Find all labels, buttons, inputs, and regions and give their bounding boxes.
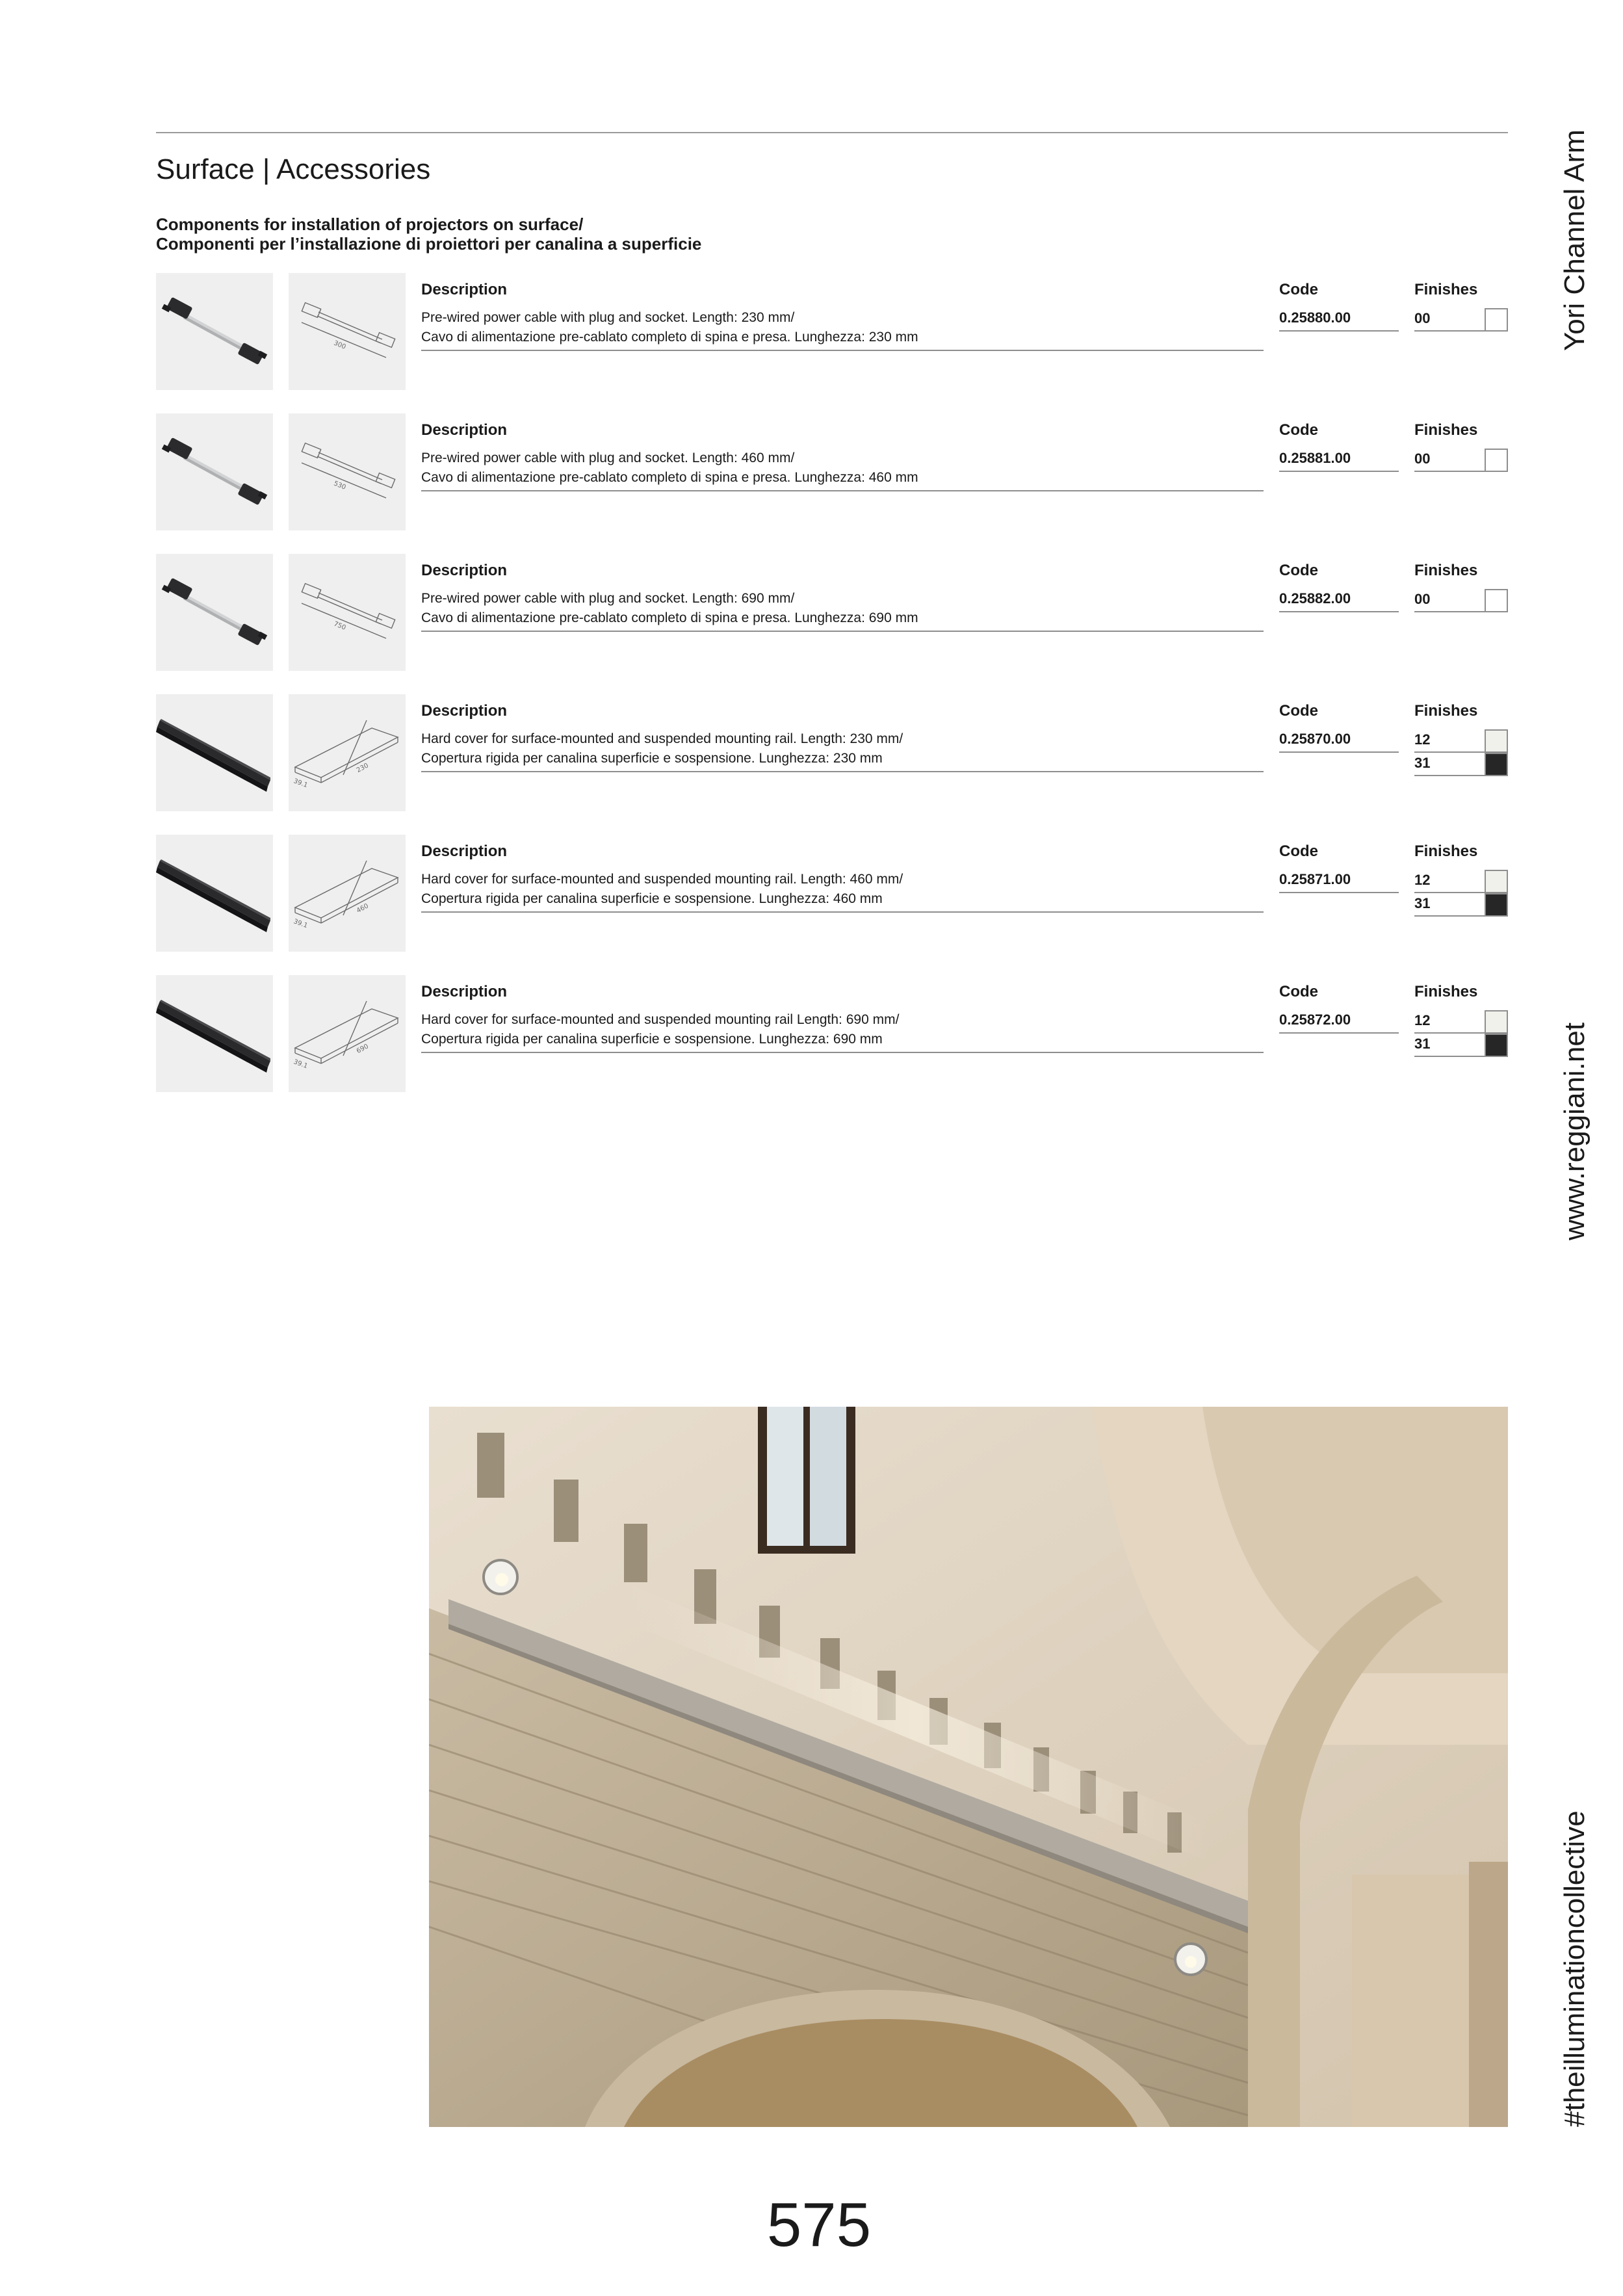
- technical-drawing-cable: [289, 273, 406, 390]
- finish-swatch: [1485, 729, 1508, 753]
- drawing-length-label: 690: [355, 1043, 370, 1055]
- section-title: Surface | Accessories: [156, 153, 431, 185]
- description-heading: Description: [421, 842, 508, 860]
- finish-code: 31: [1414, 895, 1431, 911]
- finishes-heading: Finishes: [1414, 421, 1478, 439]
- description-english: Pre-wired power cable with plug and socket. Length: 690 mm/: [421, 591, 795, 606]
- product-photo-cable: [156, 273, 273, 390]
- product-photo-cover: [156, 975, 273, 1092]
- finish-code: 31: [1414, 1036, 1431, 1052]
- description-heading: Description: [421, 281, 508, 298]
- finish-swatch: [1485, 308, 1508, 332]
- code-heading: Code: [1279, 842, 1318, 860]
- section-subtitle: [156, 215, 701, 254]
- finish-code: 00: [1414, 591, 1431, 607]
- code-column: [1279, 562, 1399, 612]
- finish-swatch: [1485, 893, 1508, 917]
- finishes-heading: Finishes: [1414, 562, 1478, 579]
- description-column: [421, 702, 1264, 772]
- product-code: 0.25870.00: [1279, 729, 1399, 753]
- subtitle-english: Components for installation of projectors on surface/: [156, 215, 584, 234]
- code-heading: Code: [1279, 702, 1318, 720]
- description-italian: Cavo di alimentazione pre-cablato completo di spina e presa. Lunghezza: 460 mm: [421, 470, 918, 485]
- description-column: [421, 562, 1264, 632]
- description-column: [421, 281, 1264, 351]
- finishes-heading: Finishes: [1414, 842, 1478, 860]
- technical-drawing-cover: [289, 835, 406, 952]
- drawing-length-label: 230: [355, 762, 370, 774]
- finish-option: [1414, 589, 1508, 612]
- technical-drawing-cover: [289, 694, 406, 811]
- installation-photo: [429, 1407, 1508, 2127]
- finish-option: [1414, 870, 1508, 893]
- product-code: 0.25882.00: [1279, 589, 1399, 612]
- finish-swatch: [1485, 870, 1508, 893]
- technical-drawing-cable: [289, 413, 406, 530]
- page-number: 575: [766, 2190, 872, 2260]
- finish-code: 12: [1414, 731, 1431, 748]
- code-column: [1279, 983, 1399, 1034]
- finish-code: 00: [1414, 450, 1431, 467]
- code-heading: Code: [1279, 281, 1318, 298]
- finishes-column: [1414, 702, 1508, 776]
- description-column: [421, 983, 1264, 1053]
- product-row: [156, 694, 1508, 811]
- finishes-column: [1414, 281, 1508, 332]
- finish-option: [1414, 893, 1508, 917]
- subtitle-italian: Componenti per l’installazione di proiettori per canalina a superficie: [156, 234, 702, 254]
- sidebar-hashtag: #theilluminationcollective: [1559, 1810, 1591, 2127]
- drawing-width-label: 39.1: [292, 918, 309, 930]
- drawing-width-label: 39.1: [292, 1058, 309, 1071]
- finish-swatch: [1485, 449, 1508, 472]
- finish-code: 00: [1414, 310, 1431, 326]
- product-row: [156, 554, 1508, 671]
- product-photo-cable: [156, 413, 273, 530]
- description-english: Pre-wired power cable with plug and socket. Length: 460 mm/: [421, 450, 795, 465]
- description-heading: Description: [421, 702, 508, 720]
- drawing-length-label: 460: [355, 902, 370, 915]
- description-italian: Copertura rigida per canalina superficie e sospensione. Lunghezza: 460 mm: [421, 891, 883, 906]
- finish-swatch: [1485, 753, 1508, 776]
- description-italian: Copertura rigida per canalina superficie e sospensione. Lunghezza: 230 mm: [421, 751, 883, 766]
- description-english: Pre-wired power cable with plug and socket. Length: 230 mm/: [421, 310, 795, 325]
- finish-option: [1414, 1034, 1508, 1057]
- finish-code: 12: [1414, 1012, 1431, 1028]
- description-column: [421, 842, 1264, 913]
- description-heading: Description: [421, 562, 508, 579]
- finish-code: 12: [1414, 872, 1431, 888]
- description-italian: Copertura rigida per canalina superficie e sospensione. Lunghezza: 690 mm: [421, 1032, 883, 1047]
- product-photo-cover: [156, 694, 273, 811]
- description-heading: Description: [421, 421, 508, 439]
- drawing-dimension-label: 530: [332, 480, 347, 491]
- description-english: Hard cover for surface-mounted and suspended mounting rail. Length: 230 mm/: [421, 731, 903, 746]
- code-column: [1279, 281, 1399, 332]
- drawing-dimension-label: 750: [332, 620, 347, 632]
- finishes-heading: Finishes: [1414, 702, 1478, 720]
- finish-swatch: [1485, 1010, 1508, 1034]
- finish-option: [1414, 729, 1508, 753]
- finish-swatch: [1485, 1034, 1508, 1057]
- code-heading: Code: [1279, 421, 1318, 439]
- drawing-width-label: 39.1: [292, 777, 309, 790]
- product-row: [156, 413, 1508, 530]
- finishes-column: [1414, 842, 1508, 917]
- finishes-heading: Finishes: [1414, 281, 1478, 298]
- product-code: 0.25872.00: [1279, 1010, 1399, 1034]
- finishes-heading: Finishes: [1414, 983, 1478, 1000]
- finish-code: 31: [1414, 755, 1431, 771]
- finishes-column: [1414, 983, 1508, 1057]
- finishes-column: [1414, 562, 1508, 612]
- description-column: [421, 421, 1264, 491]
- sidebar-product-name: Yori Channel Arm: [1559, 129, 1591, 351]
- code-column: [1279, 421, 1399, 472]
- code-column: [1279, 702, 1399, 753]
- finish-option: [1414, 753, 1508, 776]
- sidebar-website: www.reggiani.net: [1559, 1022, 1591, 1240]
- product-code: 0.25881.00: [1279, 449, 1399, 472]
- product-row: [156, 835, 1508, 952]
- code-heading: Code: [1279, 983, 1318, 1000]
- product-code: 0.25880.00: [1279, 308, 1399, 332]
- code-column: [1279, 842, 1399, 893]
- technical-drawing-cover: [289, 975, 406, 1092]
- description-heading: Description: [421, 983, 508, 1000]
- finish-option: [1414, 1010, 1508, 1034]
- description-english: Hard cover for surface-mounted and suspended mounting rail. Length: 460 mm/: [421, 872, 903, 887]
- description-italian: Cavo di alimentazione pre-cablato completo di spina e presa. Lunghezza: 690 mm: [421, 610, 918, 625]
- drawing-dimension-label: 300: [332, 339, 347, 351]
- finish-option: [1414, 449, 1508, 472]
- top-rule: [156, 132, 1508, 133]
- product-row: [156, 975, 1508, 1092]
- finishes-column: [1414, 421, 1508, 472]
- product-row: [156, 273, 1508, 390]
- finish-swatch: [1485, 589, 1508, 612]
- product-code: 0.25871.00: [1279, 870, 1399, 893]
- finish-option: [1414, 308, 1508, 332]
- code-heading: Code: [1279, 562, 1318, 579]
- description-english: Hard cover for surface-mounted and suspended mounting rail Length: 690 mm/: [421, 1012, 900, 1027]
- product-photo-cover: [156, 835, 273, 952]
- description-italian: Cavo di alimentazione pre-cablato completo di spina e presa. Lunghezza: 230 mm: [421, 330, 918, 345]
- product-photo-cable: [156, 554, 273, 671]
- technical-drawing-cable: [289, 554, 406, 671]
